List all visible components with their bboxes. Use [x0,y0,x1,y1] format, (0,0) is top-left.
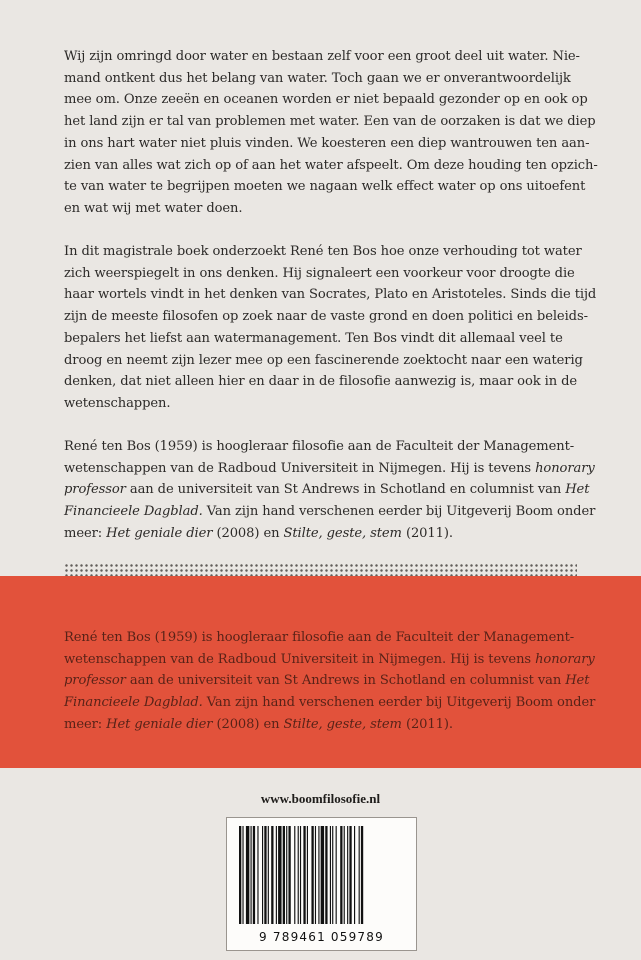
isbn-number: 9 789461 059789 [259,930,384,944]
barcode [226,817,417,951]
text-line: mee om. Onze zeeën en oceanen worden er niet bepaald gezonder op en ook op [64,92,588,108]
barcode-bar [336,826,337,924]
text-line [64,627,577,649]
bio-italic: Het geniale dier [106,716,213,732]
text-line: denken, dat niet alleen hier en daar in de filosofie aanwezig is, maar ook in de [64,374,578,390]
author-bio [64,436,596,545]
barcode-bar [298,826,299,924]
text-line: mand ontkent dus het belang van water. Toch gaan we er onverantwoordelijk [64,70,571,86]
barcode-bar [361,826,363,924]
bio-italic: Stilte, geste, stem [283,525,402,541]
text-line: bepalers het liefst aan watermanagement. Ten Bos vindt dit allemaal veel te [64,330,563,346]
barcode-bar [264,826,266,924]
text-line [64,523,577,545]
bio-text: wetenschappen van de Radboud Universiteit in Nijmegen. Hij is tevens [64,651,532,667]
text-line [64,649,595,671]
bio-text: Van zijn hand verschenen eerder bij Uitgeverij Boom onder [206,504,596,520]
text-line [64,692,596,714]
text-line [64,670,590,692]
barcode-bar [246,826,249,924]
bio-italic: honorary [535,460,595,476]
text-line: zijn de meeste filosofen op zoek naar de vaste grond en doen politici en beleids- [64,309,588,325]
barcode-bar [283,826,285,924]
barcode-bar [276,826,277,924]
bio-italic: Het [565,482,590,498]
barcode-bar [294,826,295,924]
text-line [64,501,596,523]
bio-text: wetenschappen van de Radboud Universiteit in Nijmegen. Hij is tevens [64,460,532,476]
text-line: wetenschappen. [64,395,171,411]
text-line [64,458,595,480]
red-band [0,576,641,768]
dot-pattern-strip [64,563,577,577]
barcode-bar [300,826,301,924]
barcode-bar [325,826,327,924]
text-line: zien van alles wat zich op of aan het water afspeelt. Om deze houding ten opzich- [64,157,598,173]
bio-italic: Financieele Dagblad. [64,695,203,711]
bio-text: (2008) en [216,525,280,541]
text-line: Wij zijn omringd door water en bestaan zelf voor een groot deel uit water. Nie- [64,49,580,64]
barcode-bar [332,826,333,924]
bio-text: René ten Bos (1959) is hoogleraar filosofie aan de Faculteit der Management- [64,439,575,454]
barcode-bar [288,826,290,924]
bio-text: René ten Bos (1959) is hoogleraar filosofie aan de Faculteit der Management- [64,630,575,645]
bio-text: (2008) en [216,716,280,732]
bio-text: meer: [64,525,103,541]
barcode-bar [242,826,243,924]
blurb-paragraph-1 [64,46,598,220]
barcode-bar [318,826,319,924]
bio-text: (2011). [405,525,453,541]
barcode-bar [262,826,263,924]
barcode-bar [307,826,308,924]
barcode-bar [347,826,348,924]
text-line: te van water te begrijpen moeten we nagaan welk effect water op ons uitoefent [64,179,586,195]
bio-text: meer: [64,716,103,732]
barcode-bar [239,826,241,924]
barcode-bar [253,826,255,924]
text-line: In dit magistrale boek onderzoekt René ten Bos hoe onze verhouding tot water [64,244,582,259]
text-line: haar wortels vindt in het denken van Socrates, Plato en Aristoteles. Sinds die tijd [64,287,597,303]
bio-italic: honorary [535,651,595,667]
bio-italic: Stilte, geste, stem [283,716,402,732]
barcode-bar [330,826,331,924]
barcode-bar [311,826,313,924]
bio-italic: Financieele Dagblad. [64,504,203,520]
text-line: en wat wij met water doen. [64,200,243,216]
text-line: zich weerspiegelt in ons denken. Hij signaleert een voorkeur voor droogte die [64,265,575,281]
bio-italic: Het [565,673,590,689]
author-bio-bleed [64,627,596,736]
barcode-bar [251,826,252,924]
bio-text: Van zijn hand verschenen eerder bij Uitgeverij Boom onder [206,695,596,711]
barcode-bar [268,826,269,924]
text-line [64,479,590,501]
bio-text: aan de universiteit van St Andrews in Schotland en columnist van [129,482,562,498]
barcode-bar [315,826,316,924]
barcode-bar [359,826,360,924]
barcode-bar [286,826,287,924]
barcode-bar [321,826,324,924]
barcode-bar [354,826,355,924]
barcode-bar [271,826,273,924]
bio-italic: professor [64,482,126,498]
text-line: droog en neemt zijn lezer mee op een fascinerende zoektocht naar een waterig [64,352,583,368]
barcode-bar [257,826,258,924]
text-line: in ons hart water niet pluis vinden. We koesteren een diep wantrouwen ten aan- [64,135,590,151]
barcode-bar [344,826,345,924]
text-line [64,714,577,736]
barcode-bar [340,826,342,924]
barcode-bar [278,826,281,924]
text-line: het land zijn er tal van problemen met water. Een van de oorzaken is dat we diep [64,114,596,130]
bio-text: aan de universiteit van St Andrews in Schotland en columnist van [129,673,562,689]
bio-italic: Het geniale dier [106,525,213,541]
barcode-bar [349,826,351,924]
bio-text: (2011). [405,716,453,732]
bio-italic: professor [64,673,126,689]
blurb-paragraph-2 [64,241,597,415]
publisher-website[interactable]: www.boomfilosofie.nl [260,791,381,806]
text-line [64,436,577,458]
barcode-bar [303,826,305,924]
barcode-bars [235,826,408,926]
